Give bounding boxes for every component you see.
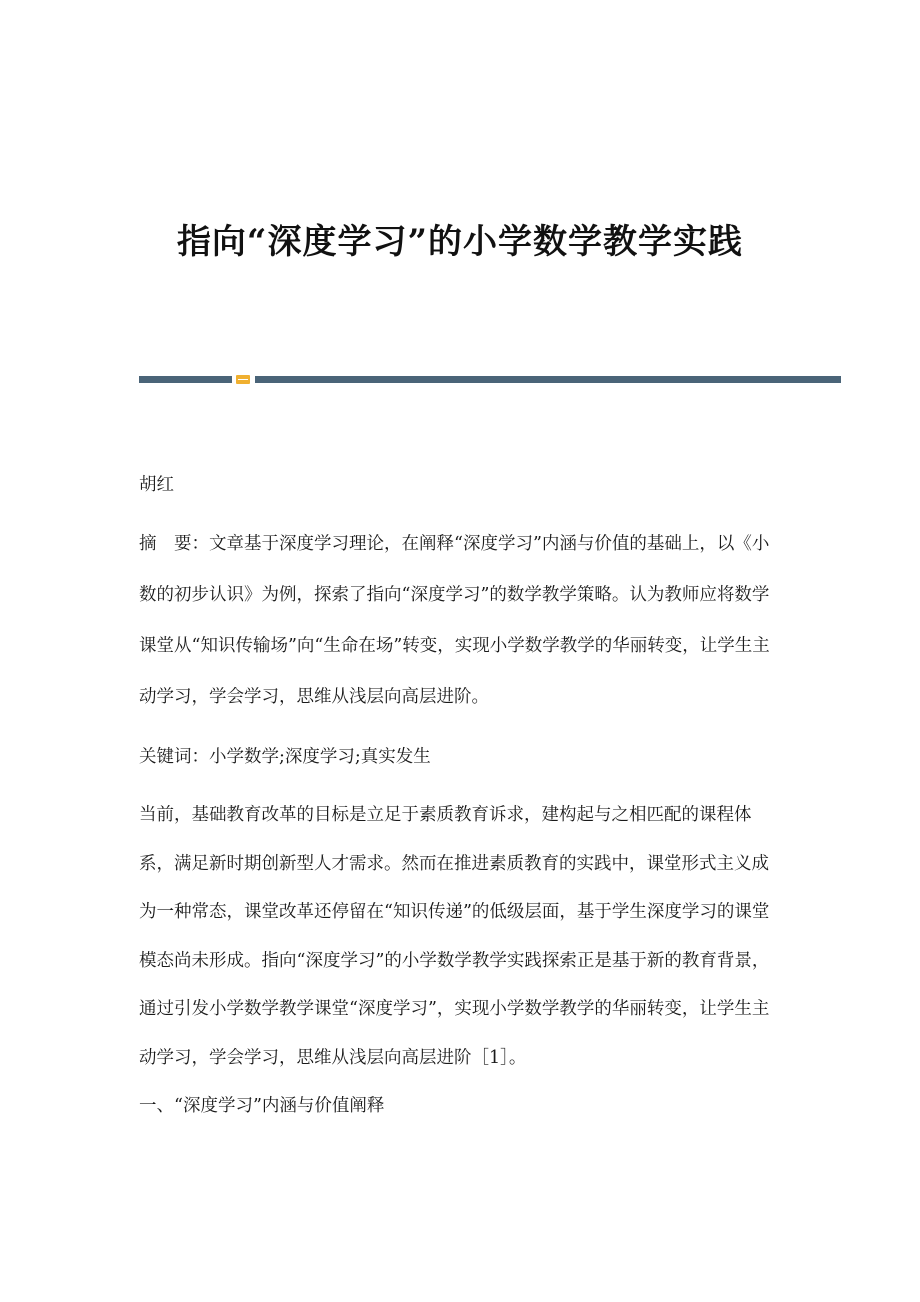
body-paragraph-1: 当前，基础教育改革的目标是立足于素质教育诉求，建构起与之相匹配的课程体系，满足新时期创新型人才需求。然而在推进素质教育的实践中，课堂形式主义成为一种常态，课堂改革还停留在“知识传递”的低级层面，基于学生深度学习的课堂模态尚未形成。指向“深度学习”的小学数学教学实践探索正是基于新的教育背景，通过引发小学数学教学课堂“深度学习”，实现小学数学教学的华丽转变，让学生主动学习，学会学习，思维从浅层向高层进阶［1］。 [139,805,770,1068]
title-divider [139,375,841,384]
document-title: 指向“深度学习”的小学数学教学实践 [176,222,744,262]
abstract-paragraph [139,519,775,723]
abstract-text: 文章基于深度学习理论，在阐释“深度学习”内涵与价值的基础上，以《小数的初步认识》为例，探索了指向“深度学习”的数学教学策略。认为教师应将数学课堂从“知识传输场”向“生命在场”转变，实现小学数学教学的华丽转变，让学生主动学习，学会学习，思维从浅层向高层进阶。 [139,534,770,707]
keywords-label: 关键词： [139,747,209,767]
section-heading-1: 一、“深度学习”内涵与价值阐释 [139,1096,385,1116]
document-body [139,468,775,1123]
divider-marker-icon [236,375,250,384]
abstract-label: 摘 要： [139,534,209,554]
keywords-paragraph [139,740,775,774]
author-name: 胡红 [139,475,174,495]
divider-bar-right [255,376,841,383]
keywords-text: 小学数学;深度学习;真实发生 [209,747,431,767]
divider-bar-left [139,376,232,383]
